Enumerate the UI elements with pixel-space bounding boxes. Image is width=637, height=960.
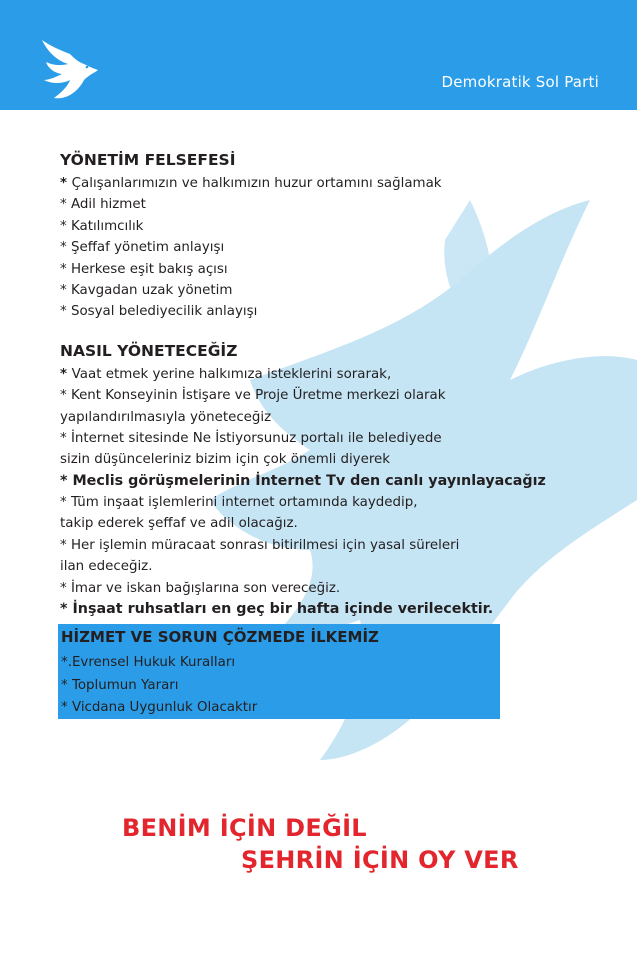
list-item-continuation: yapılandırılmasıyla yöneteceğiz: [60, 409, 272, 425]
list-item: * Kavgadan uzak yönetim: [60, 282, 233, 298]
principles-box: [58, 624, 500, 719]
principle-item: * Vicdana Uygunluk Olacaktır: [61, 700, 258, 715]
list-item: * Vaat etmek yerine halkımıza isteklerini sorarak,: [60, 366, 392, 382]
list-item-continuation: sizin düşünceleriniz bizim için çok önemli diyerek: [60, 452, 391, 468]
list-item-emphasis: * Meclis görüşmelerinin İnternet Tv den canlı yayınlayacağız: [60, 472, 546, 489]
how-we-govern-heading: NASIL YÖNETECEĞİZ: [60, 341, 238, 360]
list-item: * Tüm inşaat işlemlerini internet ortamında kaydedip,: [60, 495, 418, 511]
dove-icon: [38, 40, 98, 102]
list-item-emphasis: * İnşaat ruhsatları en geç bir hafta içinde verilecektir.: [60, 601, 494, 618]
list-item-continuation: ilan edeceğiz.: [60, 559, 153, 575]
header-bar: [0, 0, 637, 110]
party-name: Demokratik Sol Parti: [441, 73, 599, 91]
list-item: * Her işlemin müracaat sonrası bitirilmesi için yasal süreleri: [60, 537, 460, 553]
slogan-line-2: ŞEHRİN İÇİN OY VER: [241, 846, 519, 874]
list-item: * İmar ve iskan bağışlarına son vereceğiz.: [60, 580, 341, 596]
list-item: * Çalışanlarımızın ve halkımızın huzur ortamını sağlamak: [60, 176, 442, 191]
list-item: * Kent Konseyinin İstişare ve Proje Üretme merkezi olarak: [60, 388, 446, 404]
list-item: * Herkese eşit bakış açısı: [60, 261, 228, 277]
list-item: * Şeffaf yönetim anlayışı: [60, 240, 225, 256]
management-philosophy-heading: YÖNETİM FELSEFESİ: [60, 151, 236, 169]
principle-item: * Toplumun Yararı: [61, 678, 179, 693]
list-item: * Katılımcılık: [60, 218, 144, 234]
main-content: [60, 148, 580, 620]
principle-item: *.Evrensel Hukuk Kuralları: [61, 655, 236, 670]
principles-heading: HİZMET VE SORUN ÇÖZMEDE İLKEMİZ: [61, 628, 379, 646]
list-item: * Adil hizmet: [60, 197, 146, 213]
list-item: * Sosyal belediyecilik anlayışı: [60, 304, 258, 320]
list-item-continuation: takip ederek şeffaf ve adil olacağız.: [60, 516, 298, 532]
list-item: * İnternet sitesinde Ne İstiyorsunuz portalı ile belediyede: [60, 430, 442, 446]
slogan-line-1: BENİM İÇİN DEĞİL: [122, 814, 367, 842]
